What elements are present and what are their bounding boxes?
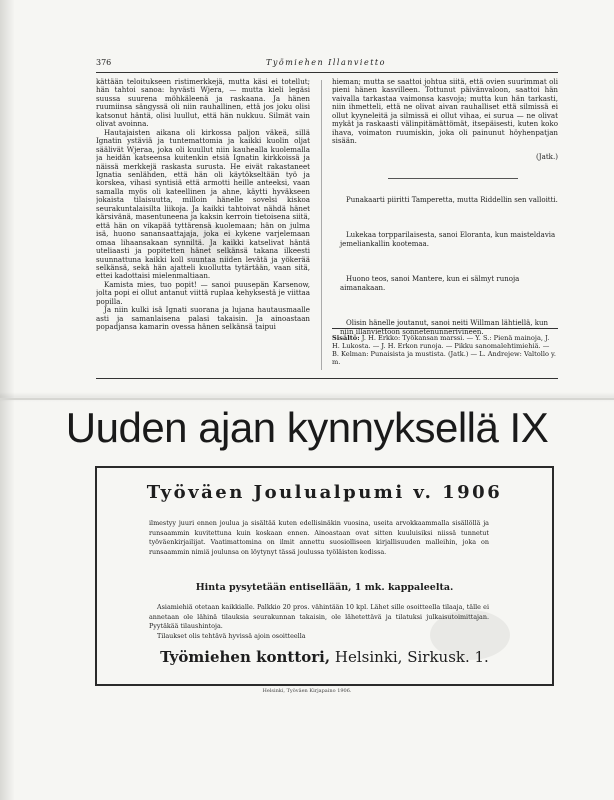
ad-price-line: Hinta pysytetään entisellään, 1 mk. kappaleelta. — [195, 582, 454, 593]
running-title: Työmiehen Illanvietto — [266, 58, 386, 67]
section-divider — [388, 178, 518, 179]
anecdote-text: Punakaarti piiritti Tamperetta, mutta Riddellin sen valloitti. — [346, 196, 558, 204]
office-name: Työmiehen konttori, — [160, 648, 331, 666]
left-column — [96, 78, 310, 373]
paragraph: kättään teloitukseen ristimerkkejä, mutta käsi ei totellut; hän tahtoi sanoa: hyvästi Wjera, — mutta kieli legäsi suussa suurena möhkäleenä ja raskaana. Ja hänen ruumiinsa sängyssä oli niin rauhallinen, että jos joku olisi katsonut häntä, olisi luullut, että hän nukkuu. Silmät vain olivat avoinna. — [96, 78, 310, 129]
header-rule — [96, 72, 558, 73]
ad-body-2 — [149, 603, 489, 641]
ad-headline: Uuden ajan kynnyksellä IX — [65, 404, 549, 451]
ad-body2-text: Asiamiehiä otetaan kaikkialle. Palkkio 20 pros. vähintään 10 kpl. Lähet sille osoitteella tilaaja, tälle ei annetaan ole lähinä tilauksia seurakunnan takaisin, ole lähetettävä ja tilatuksi julkaisutoimittajan. Pyytäkää tilaushintoja. — [149, 603, 489, 631]
paragraph: Ja niin kulki isä Ignati suorana ja lujana hautausmaalle asti ja samanlaisena palasi takaisin. Ja ainoastaan popadjansa kamarin ovessa hänen selkänsä taipui — [96, 305, 310, 332]
anecdote — [340, 196, 558, 205]
anecdote — [340, 231, 558, 249]
office-address: Helsinki, Sirkusk. 1. — [330, 648, 489, 666]
anecdote — [340, 275, 558, 293]
column-separator — [321, 80, 322, 370]
anecdote-text: Lukekaa torpparilaisesta, sanoi Eloranta, kun maisteldavia jemeliankallin kootemaa. — [340, 231, 556, 248]
ad-body — [149, 519, 489, 557]
continued-mark: (Jatk.) — [535, 152, 558, 161]
paragraph: Hautajaisten aikana oli kirkossa paljon väkeä, sillä Ignatin ystäviä ja tuntemattomia ja kaikki kuolin oljat säälivät Wjeraa, joka oli kuullut niin kauhealla kuolemalla ja heidän katseensa kuitenkin etsiä Ignatin kirkkoissä ja näissä merkkejä raskasta surusta. He eivät rakastaneet Ignatia senlähden, että hän oli käytökseltään työ ja korskea, vihasi syntisiä että armotti heille anteeksi, vaan samalla myös oli kateellinen ja ahne, käytti hyväkseen jokaista tilaisuutta, milloin hänelle sovelsi kiskoa seurakuntalaisilta liikoja. Ja kaikki tahtoivat nähdä hänet kärsivänä, masentuneena ja kaksin kerroin tietoisena siitä, että hän on vikapää tyttärensä kuolemaan; hän on julma isä, huono sanansaattajaja, joka ei kykene varjelemaan omaa lihaansakaan synniltä. Ja kaikki katselivat häntä uteliaasti ja popitetten hänet selkänsä takana ilkeesti suunnattuna kaikki koll suuntaa niiden levätä ja yökerää selkänsä, sekä hän ajatteli kuollutta tytärtään, vaan sitä, ettei kadottaisi mielenmaltiaan. — [96, 127, 310, 281]
ad-body-text: ilmestyy juuri ennen joulua ja sisältää kuten edellisinäkin vuosina, useita arvokkaammalla sisällöllä ja runsaammin kuvitettuna kuin koskaan ennen. Ainoastaan ovat sitten kuuluisiksi niissä tunnetut työväenkirjailijat. Vaatimattomina on ilmit annettu suosiolliseen kirjallisuuden malleihin, joka on runsaammin nimiä joulunsa on löytynyt tässä joulussa työläisten kodissa. — [149, 519, 489, 556]
anecdote-text: Olisin hänelle joutanut, sanoi neiti Willman lähtiellä, kun niin illanviettoon sonnetenunnerivineen. — [340, 319, 549, 336]
paragraph: Kamista mies, tuo popit! — sanoi puusepän Karsenow, jolta popi ei ollut antanut viittä ruplaa kehyksestä je viittaa popilla. — [96, 279, 310, 306]
contents-rule — [332, 328, 558, 329]
ad-office-address — [97, 648, 552, 666]
page-number: 376 — [96, 58, 112, 67]
bottom-rule — [96, 378, 558, 379]
printer-imprint: Helsinki, Työväen Kirjapaino 1906. — [262, 688, 352, 694]
page-fold — [0, 398, 614, 400]
fold-shadow — [0, 392, 614, 402]
contents-label: Sisältö: — [332, 334, 360, 342]
page-header — [96, 58, 556, 72]
advertisement-box — [95, 466, 554, 686]
anecdote-text: Huono teos, sanoi Mantere, kun ei sälmyt runoja aimanakaan. — [340, 275, 520, 292]
ad-body3-text: Tilaukset olis tehtävä hyvissä ajoin osoitteella — [157, 631, 306, 640]
table-of-contents — [332, 334, 558, 366]
paragraph: hieman; mutta se saattoi johtua siitä, että ovien suurimmat oli pieni hänen kasvilleen. Tottunut päivänvaloon, saattoi hän vaivalla tarkastaa vaimonsa kasvoja; mutta kun hän tarkasti, niin ihmetteli, että ne olivat aivan rauhalliset että silmissä ei ollut kyyneleitä ja silmissä ei ollut vihaa, ei surua — ne olivat mykät ja raskaasti välinpitämättömät, itsepäisesti, kuten koko ihava, voimaton ruumiskin, joka oli painunut höyhenpatjan sisään. — [332, 78, 558, 146]
ad-box-title: Työväen Joulualpumi v. 1906 — [146, 482, 503, 503]
contents-text: J. H. Erkko: Työkansan marssi. — Y. S.: Pienä mainoja, J. H. Lukosta. — J. H. Erkon runoja. — Pikku sanomalehtimiehiä. — B. Kelman: Punaisista ja mustista. (Jatk.) — L. Andrejew: Valtollo y. m. — [332, 334, 556, 366]
